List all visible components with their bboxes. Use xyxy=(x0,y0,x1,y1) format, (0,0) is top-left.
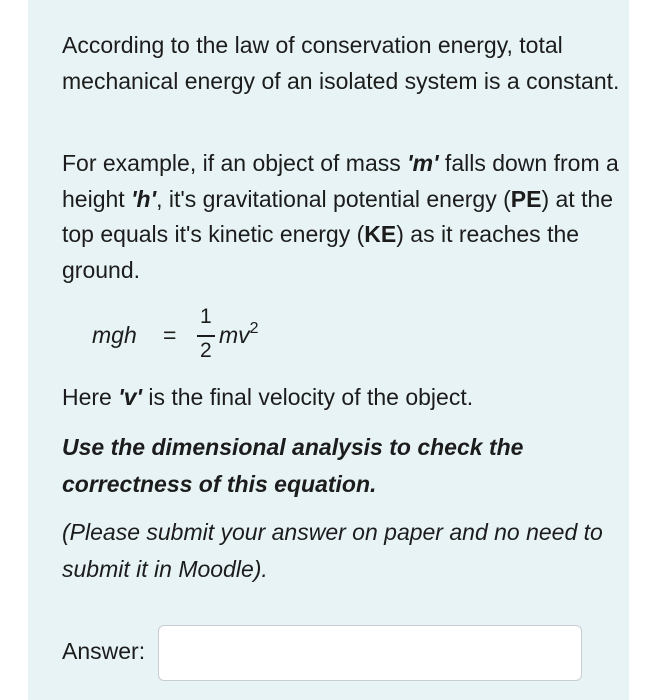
submission-note: (Please submit your answer on paper and no need to submit it in Moodle). xyxy=(62,519,603,582)
instruction-text: Use the dimensional analysis to check the correctness of this equation. xyxy=(62,434,524,497)
equation-rhs xyxy=(219,322,259,349)
mass-symbol: 'm' xyxy=(407,150,439,176)
equation-rhs-term: mv xyxy=(219,322,250,348)
intro-text: According to the law of conservation energy, total mechanical energy of an isolated system is a constant. xyxy=(62,32,620,94)
equation-fraction xyxy=(197,305,215,365)
fraction-bar xyxy=(197,335,215,337)
example-text-4: ) at the top equals it's kinetic energy ( xyxy=(62,185,614,247)
equation-lhs: mgh xyxy=(92,322,137,348)
fraction-denominator: 2 xyxy=(200,339,212,362)
example-text-5: ) as it reaches the ground. xyxy=(62,221,580,283)
velocity-note-2: is the final velocity of the object. xyxy=(141,384,474,410)
answer-label: Answer: xyxy=(62,638,146,664)
example-text-3: , it's gravitational potential energy ( xyxy=(156,185,511,212)
answer-input[interactable] xyxy=(158,625,582,681)
equation-equals: = xyxy=(163,322,177,348)
equation-exponent: 2 xyxy=(249,320,259,337)
velocity-note-1: Here xyxy=(62,384,119,410)
fraction-numerator: 1 xyxy=(200,305,212,328)
question-card xyxy=(28,0,629,700)
example-text-1: For example, if an object of mass xyxy=(62,150,408,176)
ke-abbrev: KE xyxy=(364,221,397,247)
velocity-symbol: 'v' xyxy=(118,384,142,410)
height-symbol: 'h' xyxy=(131,185,157,212)
example-text xyxy=(62,146,622,288)
velocity-note xyxy=(62,380,622,416)
example-text-2: falls down from a height xyxy=(62,150,619,212)
pe-abbrev: PE xyxy=(510,185,542,212)
